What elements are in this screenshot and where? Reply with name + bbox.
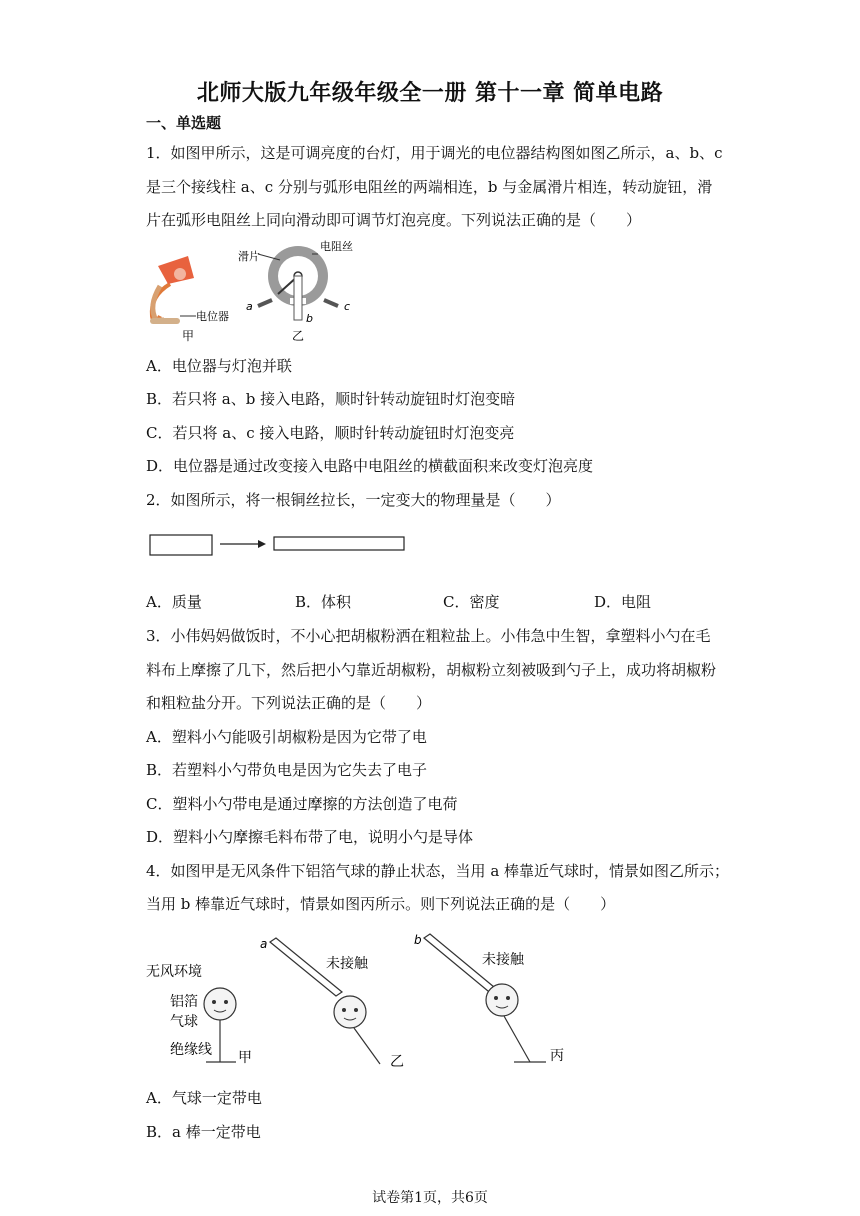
balloon-figure-bing — [486, 984, 546, 1062]
thread-label: 绝缘线 — [170, 1042, 212, 1058]
q4-stem-line-1: 4．如图甲是无风条件下铝箔气球的静止状态，当用 a 棒靠近气球时，情景如图乙所示； — [146, 862, 730, 880]
fig-caption-bing: 丙 — [550, 1048, 564, 1064]
q3-stem-line-3: 和粗粒盐分开。下列说法正确的是（ ） — [146, 694, 432, 712]
balloon-label-1: 铝箔 — [170, 994, 198, 1010]
fig-caption-yi: 乙 — [390, 1054, 404, 1070]
no-touch-label-a: 未接触 — [326, 956, 368, 972]
q1-option-c: C．若只将 a、c 接入电路，顺时针转动旋钮时灯泡变亮 — [146, 424, 515, 442]
balloon-label-2: 气球 — [170, 1014, 198, 1030]
q2-option-d: D．电阻 — [594, 593, 652, 611]
q4-stem-line-2: 当用 b 棒靠近气球时，情景如图丙所示。则下列说法正确的是（ ） — [146, 895, 616, 913]
q3-option-d: D．塑料小勺摩擦毛料布带了电，说明小勺是导体 — [146, 828, 474, 846]
q1-stem-line-3: 片在弧形电阻丝上同向滑动即可调节灯泡亮度。下列说法正确的是（ ） — [146, 211, 642, 229]
page-title: 北师大版九年级年级全一册 第十一章 简单电路 — [196, 81, 664, 106]
q1-option-d: D．电位器是通过改变接入电路中电阻丝的横截面积来改变灯泡亮度 — [146, 457, 594, 475]
q2-stem: 2．如图所示，将一根铜丝拉长，一定变大的物理量是（ ） — [146, 491, 561, 509]
long-wire-shape — [274, 537, 404, 550]
q3-stem-line-1: 3．小伟妈妈做饭时，不小心把胡椒粉洒在粗粒盐上。小伟急中生智，拿塑料小勺在毛 — [146, 627, 711, 645]
terminal-b-label: b — [306, 312, 313, 325]
q2-option-c: C．密度 — [443, 593, 500, 611]
lamp-label: 电位器 — [196, 310, 229, 323]
q2-figure — [146, 530, 410, 560]
q1-stem-line-2: 是三个接线柱 a、c 分别与弧形电阻丝的两端相连，b 与金属滑片相连，转动旋钮，滑 — [146, 178, 713, 196]
rod-a-label: a — [260, 937, 268, 951]
terminal-a-label: a — [246, 300, 253, 313]
balloon-figure-yi — [334, 996, 380, 1064]
page-footer: 试卷第1页，共6页 — [372, 1190, 488, 1206]
desk-lamp-illustration — [150, 256, 194, 324]
q1-option-a: A．电位器与灯泡并联 — [146, 357, 292, 375]
no-touch-label-b: 未接触 — [482, 952, 524, 968]
q4-option-b: B．a 棒一定带电 — [146, 1123, 261, 1141]
q1-stem-line-1: 1．如图甲所示，这是可调亮度的台灯，用于调光的电位器结构图如图乙所示，a、b、c — [146, 144, 723, 162]
q4-option-a: A．气球一定带电 — [146, 1089, 262, 1107]
q4-figure — [140, 930, 580, 1076]
potentiometer-caption: 乙 — [292, 329, 305, 343]
q1-option-b: B．若只将 a、b 接入电路，顺时针转动旋钮时灯泡变暗 — [146, 390, 516, 408]
q1-figure — [140, 236, 370, 348]
arrow-head-icon — [258, 540, 266, 548]
terminal-c-label: c — [344, 300, 351, 313]
rod-b-label: b — [414, 933, 422, 947]
slider-label: 滑片 — [238, 250, 260, 263]
env-label: 无风环境 — [146, 964, 202, 980]
q3-option-a: A．塑料小勺能吸引胡椒粉是因为它带了电 — [146, 728, 427, 746]
q2-option-b: B．体积 — [295, 593, 352, 611]
fig-caption-jia: 甲 — [238, 1050, 252, 1066]
wire-label: 电阻丝 — [320, 240, 353, 253]
lamp-caption: 甲 — [182, 329, 195, 343]
q3-option-b: B．若塑料小勺带负电是因为它失去了电子 — [146, 761, 428, 779]
section-heading: 一、单选题 — [146, 114, 222, 132]
short-wire-shape — [150, 535, 212, 555]
q2-option-a: A．质量 — [146, 593, 202, 611]
q3-stem-line-2: 料布上摩擦了几下，然后把小勺靠近胡椒粉，胡椒粉立刻被吸到勺子上，成功将胡椒粉 — [146, 661, 717, 679]
q3-option-c: C．塑料小勺带电是通过摩擦的方法创造了电荷 — [146, 795, 458, 813]
